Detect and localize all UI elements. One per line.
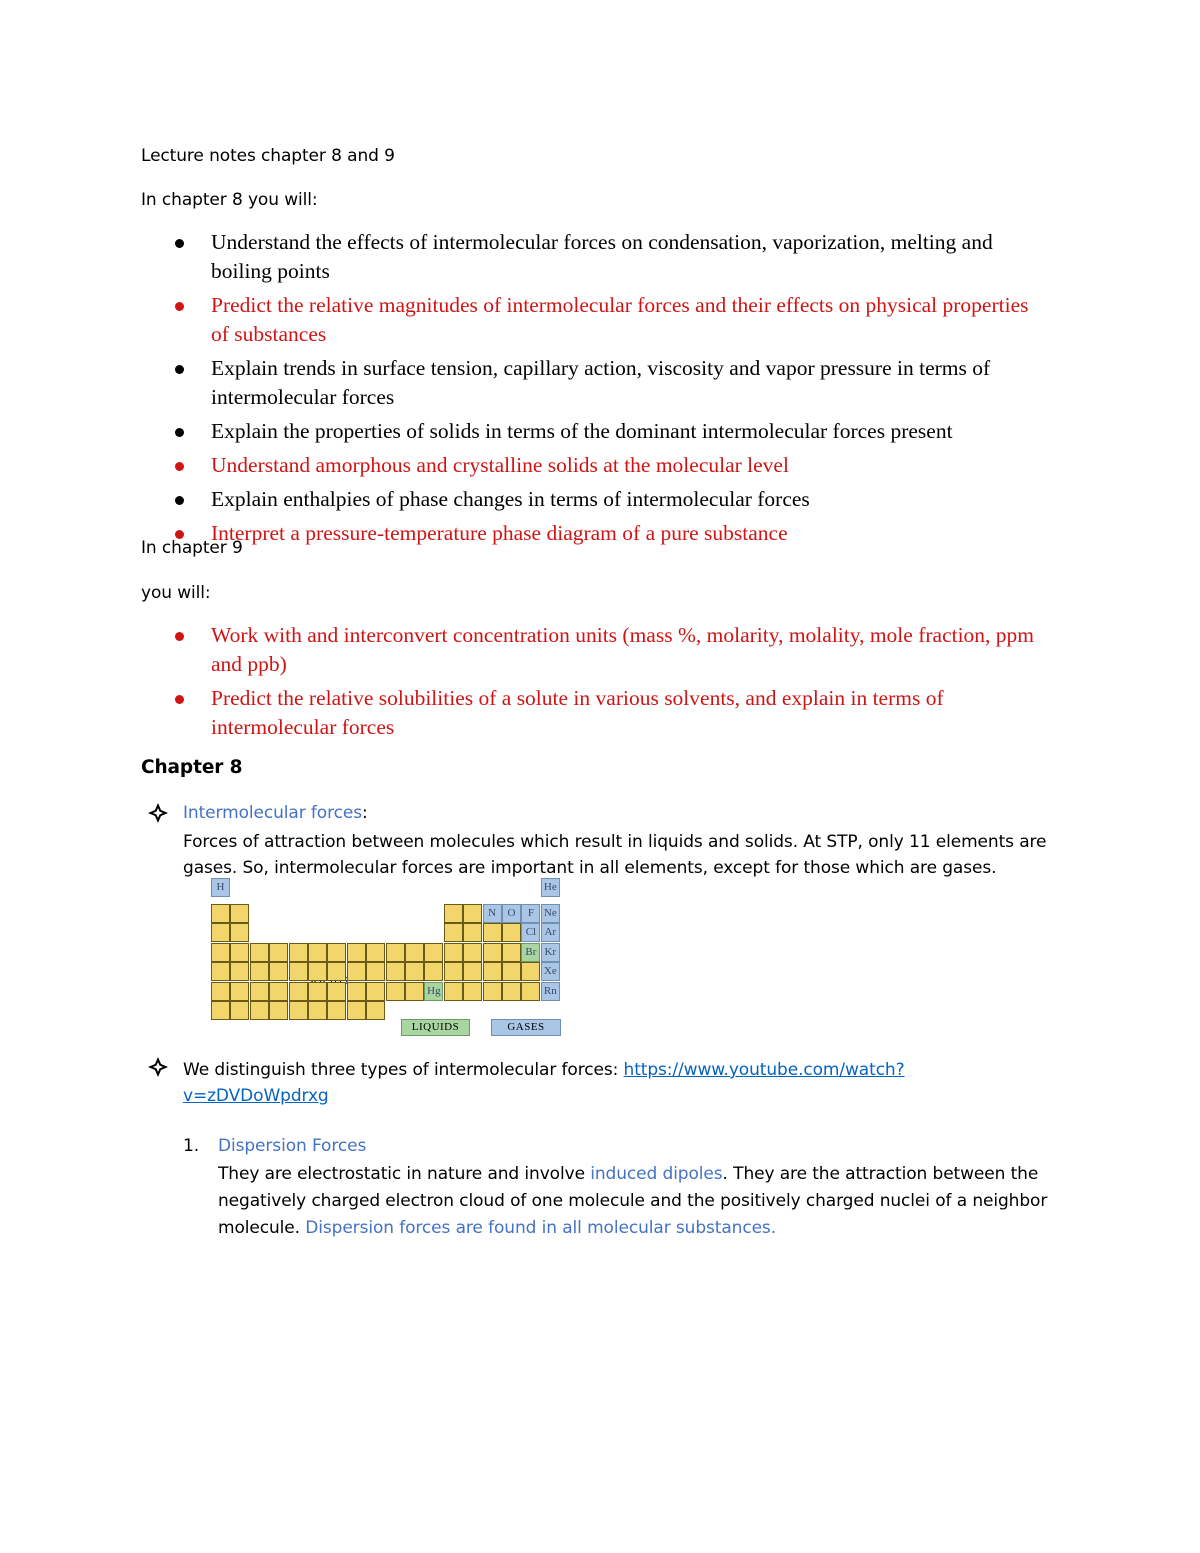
element-symbol: H xyxy=(216,881,225,893)
element-cell xyxy=(269,1001,288,1020)
element-cell xyxy=(386,943,405,962)
element-cell xyxy=(483,943,502,962)
dispersion-heading: Dispersion Forces xyxy=(218,1136,367,1156)
chapter-8-objectives xyxy=(170,228,1050,553)
element-cell xyxy=(502,923,521,942)
element-cell xyxy=(405,962,424,981)
imf-term: Intermolecular forces xyxy=(183,803,362,823)
element-symbol: O xyxy=(507,907,516,919)
element-symbol: N xyxy=(488,907,497,919)
element-cell xyxy=(230,962,249,981)
element-cell xyxy=(366,962,385,981)
chapter-9-objectives xyxy=(170,621,1050,747)
list-item: Predict the relative magnitudes of intermolecular forces and their effects on physical properties of substances xyxy=(170,291,1050,349)
element-cell xyxy=(211,1001,230,1020)
element-cell xyxy=(347,1001,366,1020)
chapter-9-intro: In chapter 9 xyxy=(141,538,243,558)
element-cell xyxy=(444,962,463,981)
element-cell xyxy=(308,943,327,962)
element-cell xyxy=(327,1001,346,1020)
list-item: Understand amorphous and crystalline solids at the molecular level xyxy=(170,451,1050,480)
list-item: Interpret a pressure-temperature phase diagram of a pure substance xyxy=(170,519,1050,548)
element-cell xyxy=(308,1001,327,1020)
periodic-table-figure xyxy=(211,878,563,1038)
element-cell xyxy=(211,943,230,962)
element-symbol: Xe xyxy=(543,965,557,978)
element-cell xyxy=(444,904,463,923)
list-item: Work with and interconvert concentration units (mass %, molarity, molality, mole fraction, ppm and ppb) xyxy=(170,621,1050,679)
element-cell xyxy=(366,943,385,962)
bullet-icon xyxy=(175,496,184,505)
element-symbol: He xyxy=(543,881,557,893)
element-cell xyxy=(386,982,405,1001)
element-cell xyxy=(483,962,502,981)
element-cell xyxy=(347,943,366,962)
element-symbol: F xyxy=(527,907,534,919)
element-cell xyxy=(521,962,540,981)
element-cell xyxy=(347,962,366,981)
bullet-icon xyxy=(175,428,184,437)
chapter-8-heading: Chapter 8 xyxy=(141,757,243,778)
imf-term-line: Intermolecular forces: xyxy=(183,803,368,823)
list-item: Explain enthalpies of phase changes in terms of intermolecular forces xyxy=(170,485,1050,514)
element-cell xyxy=(289,982,308,1001)
diamond-bullet-icon xyxy=(147,1056,169,1078)
element-symbol: Ar xyxy=(544,926,557,939)
element-cell xyxy=(347,982,366,1001)
element-cell xyxy=(483,923,502,942)
list-item: Predict the relative solubilities of a solute in various solvents, and explain in terms of intermolecular forces xyxy=(170,684,1050,742)
element-cell xyxy=(308,962,327,981)
element-cell xyxy=(211,904,230,923)
element-symbol: Hg xyxy=(427,984,441,997)
chapter-8-intro: In chapter 8 you will: xyxy=(141,190,318,210)
element-cell xyxy=(289,943,308,962)
element-cell xyxy=(327,982,346,1001)
list-item: Explain trends in surface tension, capillary action, viscosity and vapor pressure in terms of intermolecular forces xyxy=(170,354,1050,412)
element-cell xyxy=(250,962,269,981)
element-cell xyxy=(424,943,443,962)
element-symbol: Kr xyxy=(544,945,557,958)
element-cell xyxy=(230,923,249,942)
element-cell xyxy=(230,1001,249,1020)
element-cell xyxy=(424,962,443,981)
list-item: Understand the effects of intermolecular forces on condensation, vaporization, melting and boiling points xyxy=(170,228,1050,286)
element-cell xyxy=(250,982,269,1001)
bullet-icon xyxy=(175,365,184,374)
element-cell xyxy=(444,923,463,942)
element-cell xyxy=(211,982,230,1001)
element-cell xyxy=(405,982,424,1001)
element-cell xyxy=(502,962,521,981)
element-cell xyxy=(502,982,521,1001)
element-cell xyxy=(386,962,405,981)
element-cell xyxy=(230,904,249,923)
chapter-9-intro-cont: you will: xyxy=(141,583,211,603)
element-symbol: Ne xyxy=(543,907,557,919)
bullet-icon xyxy=(175,239,184,248)
element-cell xyxy=(327,962,346,981)
element-cell xyxy=(250,1001,269,1020)
dispersion-paragraph: They are electrostatic in nature and involve induced dipoles. They are the attraction between the negatively charged electron cloud of one molecule and the positively charged nuclei of a neighbor molecule. Dispersion forces are found in all molecular substances. xyxy=(218,1164,1048,1238)
element-cell xyxy=(463,962,482,981)
element-symbol: Br xyxy=(525,945,537,958)
element-symbol: Rn xyxy=(543,984,557,997)
dispersion-number: 1. xyxy=(183,1136,200,1156)
element-cell xyxy=(366,1001,385,1020)
element-cell xyxy=(289,962,308,981)
bullet-icon xyxy=(175,302,184,311)
element-cell xyxy=(269,982,288,1001)
element-cell xyxy=(308,982,327,1001)
element-cell xyxy=(269,962,288,981)
element-cell xyxy=(211,923,230,942)
element-cell xyxy=(269,943,288,962)
element-cell xyxy=(463,943,482,962)
bullet-icon xyxy=(175,462,184,471)
element-cell xyxy=(211,962,230,981)
list-item: Explain the properties of solids in terms of the dominant intermolecular forces present xyxy=(170,417,1050,446)
element-cell xyxy=(289,1001,308,1020)
element-cell xyxy=(502,943,521,962)
document-title: Lecture notes chapter 8 and 9 xyxy=(141,146,395,166)
gases-label: GASES xyxy=(491,1019,561,1036)
diamond-bullet-icon xyxy=(147,802,169,824)
element-cell xyxy=(230,982,249,1001)
bullet-icon xyxy=(175,632,184,641)
imf-definition: Forces of attraction between molecules which result in liquids and solids. At STP, only 11 elements are gases. So, intermolecular forces are important in all elements, except for those which are gases. xyxy=(183,832,1047,878)
element-cell xyxy=(463,904,482,923)
element-cell xyxy=(463,923,482,942)
element-cell xyxy=(444,982,463,1001)
element-cell xyxy=(521,982,540,1001)
element-cell xyxy=(483,982,502,1001)
element-cell xyxy=(230,943,249,962)
element-symbol: Cl xyxy=(525,926,537,939)
element-cell xyxy=(405,943,424,962)
bullet-icon xyxy=(175,695,184,704)
element-cell xyxy=(327,943,346,962)
element-cell xyxy=(250,943,269,962)
types-paragraph: We distinguish three types of intermolecular forces: https://www.youtube.com/watch? v=zDVDoWpdrxg xyxy=(183,1060,905,1106)
element-cell xyxy=(463,982,482,1001)
element-cell xyxy=(366,982,385,1001)
youtube-link[interactable]: https://www.youtube.com/watch? v=zDVDoWpdrxg xyxy=(183,1060,905,1106)
element-cell xyxy=(444,943,463,962)
liquids-label: LIQUIDS xyxy=(401,1019,470,1036)
